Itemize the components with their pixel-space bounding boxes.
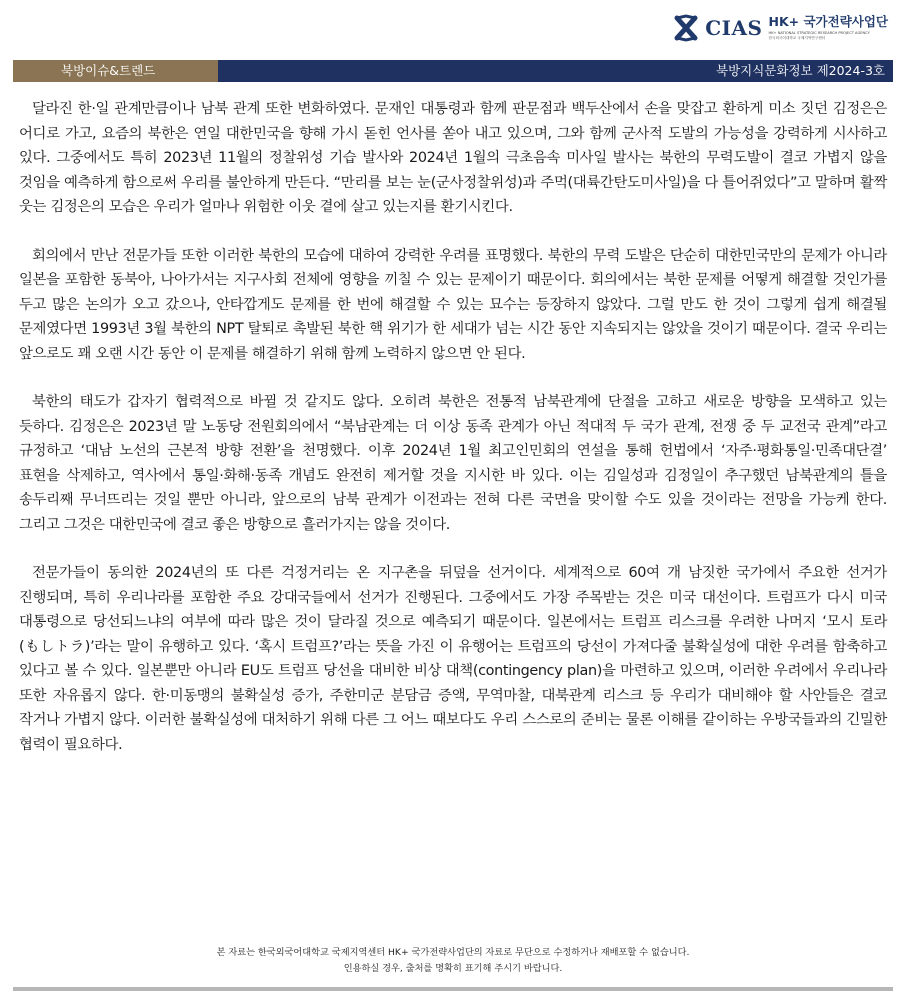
paragraph: 달라진 한·일 관계만큼이나 남북 관계 또한 변화하였다. 문재인 대통령과 함께 판문점과 백두산에서 손을 맞잡고 환하게 미소 짓던 김정은은 어디로 가고, 요즘의 북한은 연일 대한민국을 향해 가시 돋힌 언사를 쏟아 내고 있으며, 그와 함께 군사적 도발의 가능성을 강력하게 시사하고 있다. 그중에서도 특히 2023년 11월의 정찰위성 기습 발사와 2024년 1월의 극초음속 미사일 발사는 북한의 무력도발이 결코 가볍지 않을 것임을 예측하게 함으로써 우리를 불안하게 만든다. “만리를 보는 눈(군사정찰위성)과 주먹(대륙간탄도미사일)을 다 틀어쥐었다”고 말하며 활짝 웃는 김정은의 모습은 우리가 얼마나 위험한 이웃 곁에 살고 있는지를 환기시킨다. (19, 101, 887, 215)
footer-divider (13, 987, 893, 991)
cias-knot-logo-icon (673, 14, 699, 42)
paragraph: 회의에서 만난 전문가들 또한 이러한 북한의 모습에 대하여 강력한 우려를 표명했다. 북한의 무력 도발은 단순히 대한민국만의 문제가 아니라 일본을 포함한 동북아, 나아가서는 지구사회 전체에 영향을 끼칠 수 있는 문제이기 때문이다. 회의에서는 북한 문제를 어떻게 해결할 것인가를 두고 많은 논의가 오고 갔으나, 안타깝게도 문제를 한 번에 해결할 수 있는 묘수는 등장하지 않았다. 그럴 만도 한 것이 그렇게 쉽게 해결될 문제였다면 1993년 3월 북한의 NPT 탈퇴로 촉발된 북한 핵 위기가 한 세대가 넘는 시간 동안 지속되지는 않았을 것이기 때문이다. 결국 우리는 앞으로도 꽤 오랜 시간 동안 이 문제를 해결하기 위해 함께 노력하지 않으면 안 된다. (19, 247, 887, 362)
logo-wordmark: CIAS (705, 16, 763, 40)
footer-line-1: 본 자료는 한국외국어대학교 국제지역센터 HK+ 국가전략사업단의 자료로 무단으로 수정하거나 재배포할 수 없습니다. (216, 947, 690, 958)
issue-number: 북방지식문화정보 제2024-3호 (716, 63, 885, 78)
paragraph: 전문가들이 동의한 2024년의 또 다른 걱정거리는 온 지구촌을 뒤덮을 선거이다. 세계적으로 60여 개 남짓한 국가에서 주요한 선거가 진행되며, 특히 우리나라를 포함한 주요 강대국들에서 선거가 진행된다. 그중에서도 가장 주목받는 것은 미국 대선이다. 트럼프가 다시 미국 대통령으로 당선되느냐의 여부에 따라 많은 것이 달라질 것으로 예측되기 때문이다. 일본에서는 트럼프 리스크를 우려한 나머지 ‘모시 토라(もしトラ)’라는 말이 유행하고 있다. ‘혹시 트럼프?’라는 뜻을 가진 이 유행어는 트럼프의 당선이 가져다줄 불확실성에 대한 우려를 함축하고 있다고 볼 수 있다. 일본뿐만 아니라 EU도 트럼프 당선을 대비한 비상 대책(contingency plan)을 마련하고 있으며, 이러한 우려에서 우리나라 또한 자유롭지 않다. 한·미동맹의 불확실성 증가, 주한미군 분담금 증액, 무역마찰, 대북관계 리스크 등 우리가 대비해야 할 사안들은 결코 작거나 가볍지 않다. 이러한 불확실성에 대처하기 위해 다른 그 어느 때보다도 우리 스스로의 준비는 물론 이해를 같이하는 우방국들과의 긴밀한 협력이 필요하다. (19, 565, 887, 753)
article-body (19, 97, 887, 781)
footer-notice (13, 945, 893, 977)
paragraph: 북한의 태도가 갑자기 협력적으로 바뀔 것 같지도 않다. 오히려 북한은 전통적 남북관계에 단절을 고하고 새로운 방향을 모색하고 있는 듯하다. 김정은은 2023년 말 노동당 전원회의에서 “북남관계는 더 이상 동족 관계가 아닌 적대적 두 국가 관계, 전쟁 중 두 교전국 관계”라고 규정하고 ‘대남 노선의 근본적 방향 전환’을 천명했다. 이후 2024년 1월 최고인민회의 연설을 통해 헌법에서 ‘자주·평화통일·민족대단결’ 표현을 삭제하고, 역사에서 통일·화해·동족 개념도 완전히 제거할 것을 지시한 바 있다. 이는 김일성과 김정일이 추구했던 남북관계의 틀을 송두리째 무너뜨리는 것일 뿐만 아니라, 앞으로의 남북 관계가 이전과는 전혀 다른 국면을 맞이할 수도 있을 것이라는 전망을 가능케 한다. 그리고 그것은 대한민국에 결코 좋은 방향으로 흘러가지는 않을 것이다. (19, 394, 887, 533)
logo-subtitle-en: HK+ NATIONAL STRATEGIC RESEARCH PROJECT AGENCY (768, 31, 870, 35)
cias-logo (673, 14, 888, 42)
section-tab: 북방이슈&트렌드 (13, 60, 218, 82)
header-band (13, 60, 893, 82)
logo-title: HK+ 국가전략사업단 (768, 14, 888, 29)
footer-line-2: 인용하실 경우, 출처를 명확히 표기해 주시기 바랍니다. (343, 963, 563, 974)
logo-text-block (769, 15, 889, 41)
logo-subtitle-kr: 한국외국어대학교 국제지역연구센터 (768, 36, 826, 40)
